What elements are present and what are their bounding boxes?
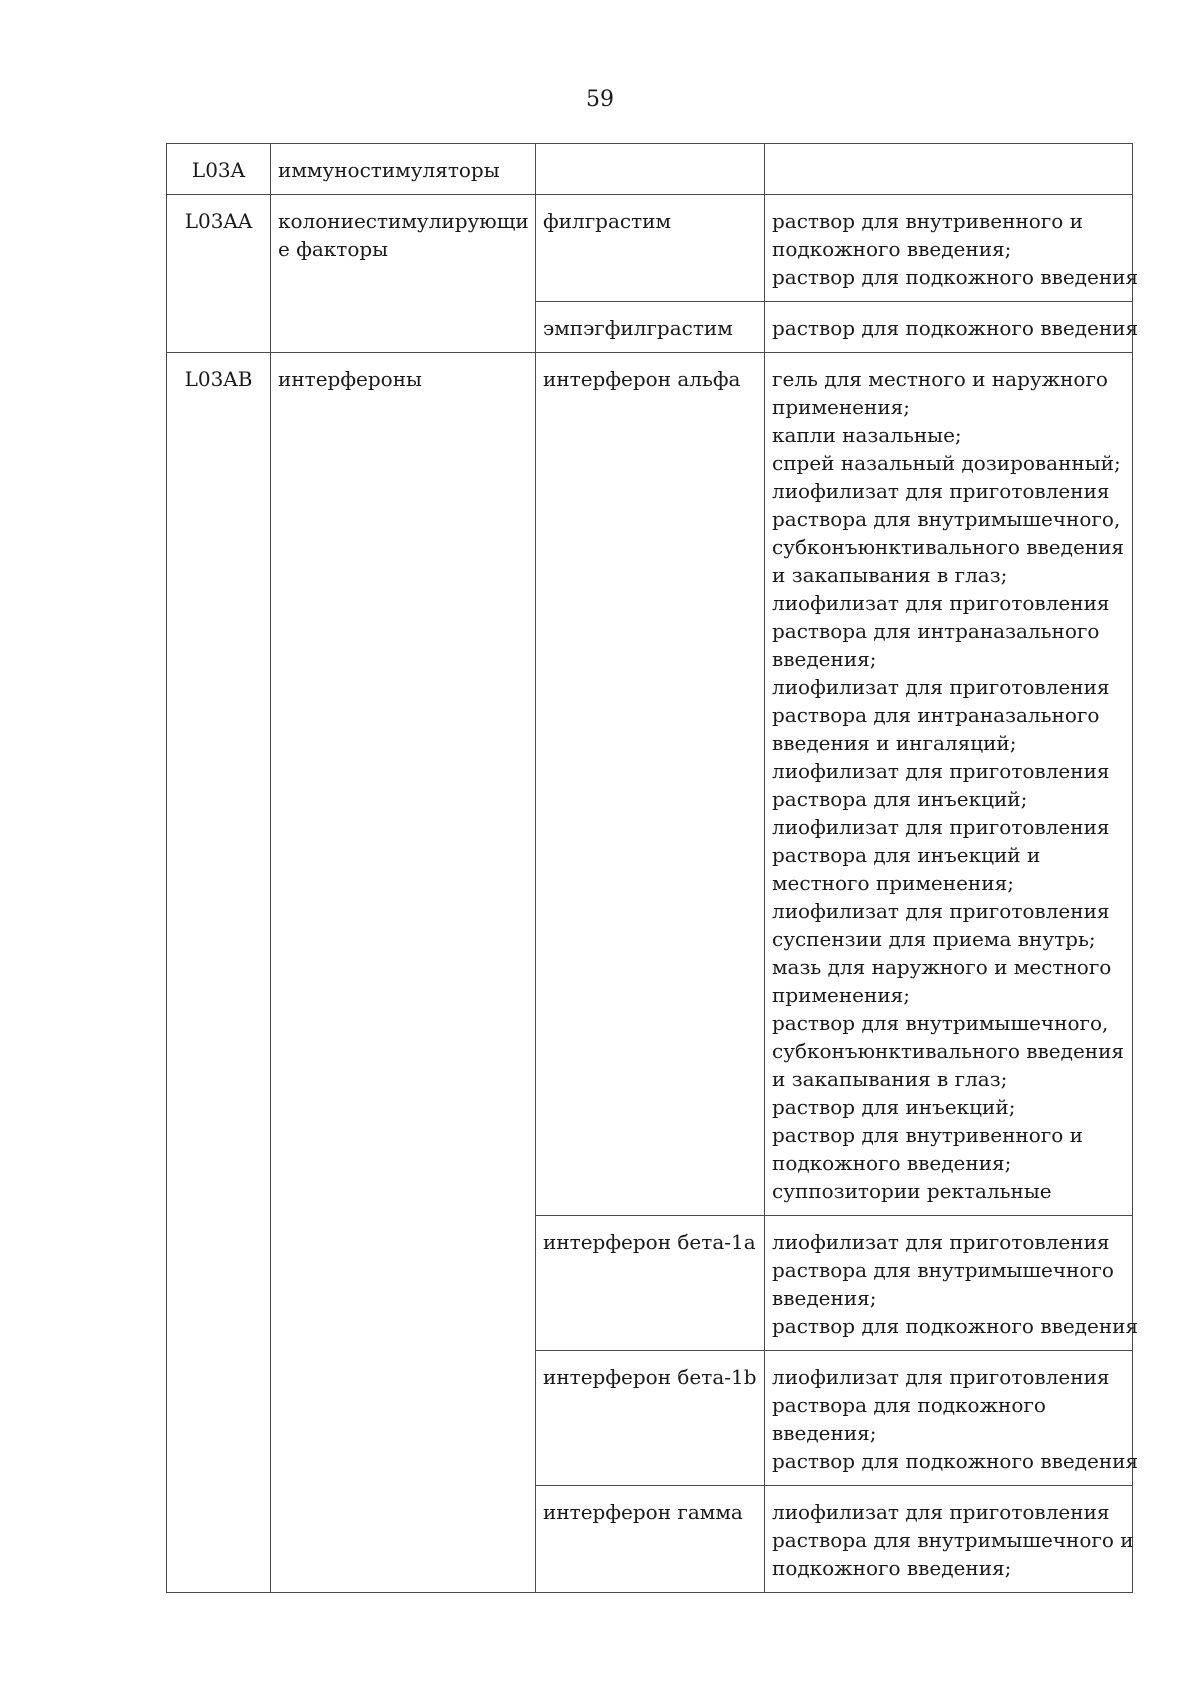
dosage-form-line: спрей назальный дозированный; bbox=[772, 451, 1121, 475]
dosage-form-line: раствор для инъекций; bbox=[772, 1095, 1016, 1119]
dosage-form-line: раствор для подкожного введения bbox=[772, 316, 1139, 340]
dosage-forms bbox=[765, 1486, 1133, 1593]
dosage-form-line: раствора для инъекций; bbox=[772, 787, 1028, 811]
dosage-form-line: раствора для внутримышечного bbox=[772, 1258, 1114, 1282]
dosage-form-line: субконъюнктивального введения bbox=[772, 535, 1125, 559]
drug-name: интерферон бета-1a bbox=[536, 1216, 765, 1351]
dosage-form-line: лиофилизат для приготовления bbox=[772, 1500, 1110, 1524]
dosage-form-line: раствора для интраназального bbox=[772, 703, 1100, 727]
dosage-form-line: лиофилизат для приготовления bbox=[772, 591, 1110, 615]
dosage-form-line: и закапывания в глаз; bbox=[772, 563, 1008, 587]
drug-name: интерферон бета-1b bbox=[536, 1351, 765, 1486]
dosage-form-line: местного применения; bbox=[772, 871, 1014, 895]
atc-group-name bbox=[271, 195, 536, 353]
dosage-form-line: применения; bbox=[772, 395, 911, 419]
dosage-form-line: лиофилизат для приготовления bbox=[772, 759, 1110, 783]
dosage-form-line: раствор для подкожного введения bbox=[772, 1314, 1139, 1338]
dosage-forms bbox=[765, 144, 1133, 195]
drug-name: интерферон гамма bbox=[536, 1486, 765, 1593]
dosage-form-line: введения и ингаляций; bbox=[772, 731, 1017, 755]
dosage-form-line: раствор для внутримышечного, bbox=[772, 1011, 1109, 1035]
dosage-form-line: раствора для внутримышечного и bbox=[772, 1528, 1134, 1552]
dosage-form-line: суспензии для приема внутрь; bbox=[772, 927, 1096, 951]
dosage-form-line: субконъюнктивального введения bbox=[772, 1039, 1125, 1063]
dosage-form-line: лиофилизат для приготовления bbox=[772, 1365, 1110, 1389]
dosage-forms bbox=[765, 1216, 1139, 1351]
dosage-form-line: применения; bbox=[772, 983, 911, 1007]
dosage-form-line: лиофилизат для приготовления bbox=[772, 899, 1110, 923]
dosage-form-line: мазь для наружного и местного bbox=[772, 955, 1112, 979]
dosage-form-line: лиофилизат для приготовления bbox=[772, 479, 1110, 503]
dosage-form-line: раствора для внутримышечного, bbox=[772, 507, 1121, 531]
drug-name: интерферон альфа bbox=[536, 353, 765, 1216]
atc-code: L03AB bbox=[167, 353, 271, 1593]
table-row bbox=[167, 195, 1133, 302]
dosage-form-line: раствор для внутривенного и bbox=[772, 209, 1084, 233]
page-number: 59 bbox=[586, 87, 614, 112]
atc-group-name: интерфероны bbox=[271, 353, 536, 1593]
dosage-form-line: подкожного введения; bbox=[772, 1151, 1012, 1175]
table-row bbox=[167, 353, 1133, 1216]
dosage-form-line: раствора для интраназального bbox=[772, 619, 1100, 643]
dosage-forms bbox=[765, 302, 1139, 353]
dosage-form-line: лиофилизат для приготовления bbox=[772, 815, 1110, 839]
drug-name bbox=[536, 144, 765, 195]
dosage-form-line: раствор для подкожного введения bbox=[772, 1449, 1139, 1473]
dosage-form-line: капли назальные; bbox=[772, 423, 962, 447]
table-row bbox=[167, 144, 1133, 195]
dosage-form-line: введения; bbox=[772, 1421, 877, 1445]
dosage-form-line: раствор для подкожного введения bbox=[772, 265, 1139, 289]
atc-code: L03A bbox=[167, 144, 271, 195]
dosage-form-line: суппозитории ректальные bbox=[772, 1179, 1052, 1203]
atc-code: L03AA bbox=[167, 195, 271, 353]
dosage-form-line: подкожного введения; bbox=[772, 237, 1012, 261]
dosage-form-line: лиофилизат для приготовления bbox=[772, 1230, 1110, 1254]
drug-table bbox=[166, 143, 1139, 1593]
atc-group-name-line: е факторы bbox=[278, 237, 389, 261]
atc-group-name-line: колониестимулирующи bbox=[278, 209, 529, 233]
dosage-form-line: раствор для внутривенного и bbox=[772, 1123, 1084, 1147]
dosage-form-line: введения; bbox=[772, 647, 877, 671]
dosage-forms bbox=[765, 1351, 1139, 1486]
dosage-form-line: подкожного введения; bbox=[772, 1556, 1012, 1580]
dosage-form-line: раствора для подкожного bbox=[772, 1393, 1046, 1417]
atc-group-name: иммуностимуляторы bbox=[271, 144, 536, 195]
dosage-forms bbox=[765, 353, 1133, 1216]
dosage-form-line: гель для местного и наружного bbox=[772, 367, 1108, 391]
dosage-form-line: лиофилизат для приготовления bbox=[772, 675, 1110, 699]
dosage-form-line: раствора для инъекций и bbox=[772, 843, 1041, 867]
dosage-forms bbox=[765, 195, 1139, 302]
drug-name: филграстим bbox=[536, 195, 765, 302]
dosage-form-line: введения; bbox=[772, 1286, 877, 1310]
drug-name: эмпэгфилграстим bbox=[536, 302, 765, 353]
dosage-form-line: и закапывания в глаз; bbox=[772, 1067, 1008, 1091]
